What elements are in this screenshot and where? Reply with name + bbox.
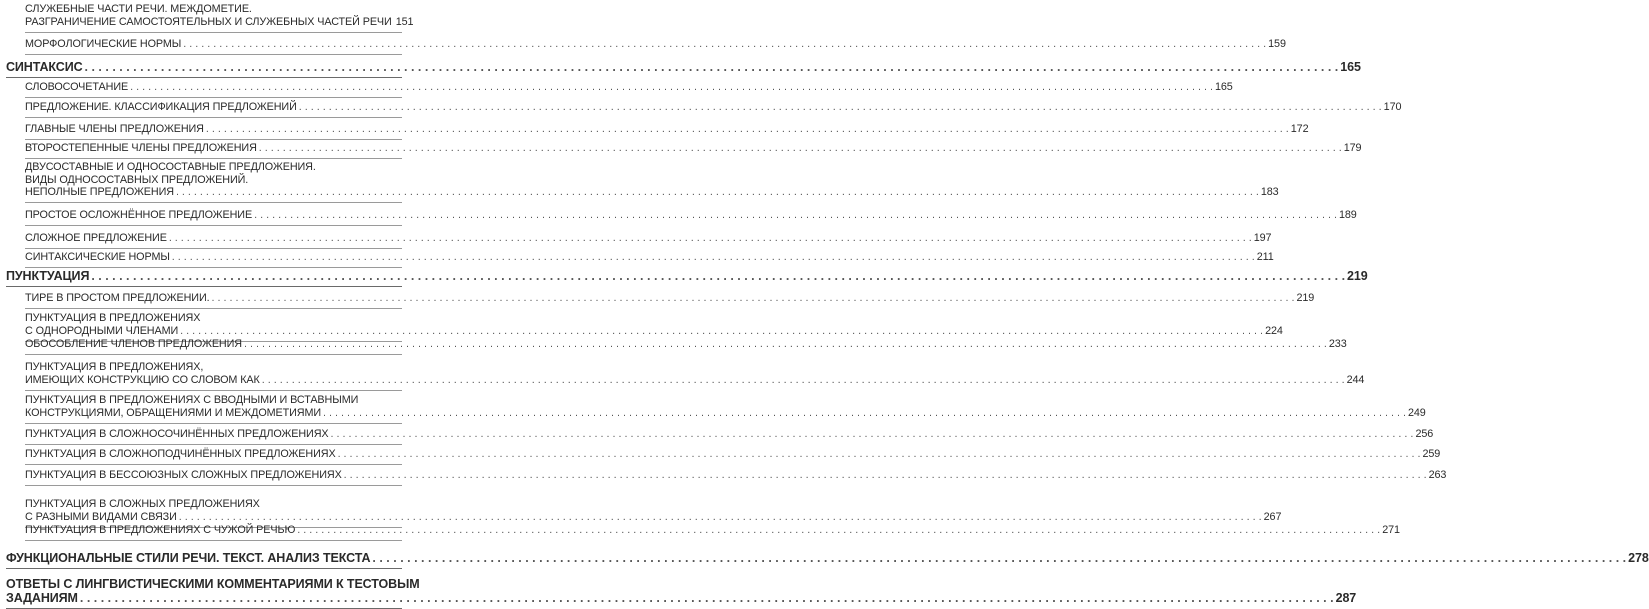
dot-leader bbox=[169, 231, 1252, 245]
toc-entry-line bbox=[25, 250, 1274, 264]
toc-entry-line bbox=[25, 208, 1357, 222]
toc-entry-title: ПУНКТУАЦИЯ bbox=[6, 269, 90, 283]
toc-page-number: 267 bbox=[1263, 510, 1282, 523]
toc-entry-title: ОТВЕТЫ С ЛИНГВИСТИЧЕСКИМИ КОММЕНТАРИЯМИ К ТЕСТОВЫМ bbox=[6, 577, 420, 591]
toc-entry-title: СЛОЖНОЕ ПРЕДЛОЖЕНИЕ bbox=[25, 232, 167, 244]
toc-page-number: 259 bbox=[1422, 448, 1441, 460]
toc-entry-title: РАЗГРАНИЧЕНИЕ САМОСТОЯТЕЛЬНЫХ И СЛУЖЕБНЫХ ЧАСТЕЙ РЕЧИ bbox=[25, 15, 392, 28]
dot-leader bbox=[262, 373, 1345, 387]
dot-leader bbox=[331, 427, 1414, 441]
divider bbox=[25, 423, 402, 424]
dot-leader bbox=[172, 250, 1255, 264]
dot-leader bbox=[179, 510, 1262, 524]
divider bbox=[25, 202, 402, 203]
toc-entry-line bbox=[25, 373, 1365, 387]
divider bbox=[25, 32, 402, 33]
toc-page-number: 179 bbox=[1343, 142, 1362, 154]
dot-leader bbox=[244, 337, 1327, 351]
dot-leader bbox=[80, 590, 1334, 606]
toc-page-number: 170 bbox=[1383, 101, 1402, 113]
toc-entry-title: С РАЗНЫМИ ВИДАМИ СВЯЗИ bbox=[25, 510, 177, 523]
toc-entry-title: ТИРЕ В ПРОСТОМ ПРЕДЛОЖЕНИИ. bbox=[25, 292, 210, 304]
toc-entry-title: СЛОВОСОЧЕТАНИЕ bbox=[25, 81, 129, 93]
dot-leader bbox=[130, 80, 1213, 94]
dot-leader bbox=[85, 59, 1339, 75]
toc-entry-line bbox=[6, 590, 1357, 606]
toc-page-number: 172 bbox=[1290, 123, 1309, 135]
toc-entry-line bbox=[25, 141, 1362, 155]
dot-leader bbox=[254, 208, 1337, 222]
divider bbox=[25, 354, 402, 355]
divider bbox=[25, 540, 402, 541]
toc-entry-title: ГЛАВНЫЕ ЧЛЕНЫ ПРЕДЛОЖЕНИЯ bbox=[25, 123, 204, 135]
toc-entry-line bbox=[6, 268, 1368, 284]
toc-entry-title: С ОДНОРОДНЫМИ ЧЛЕНАМИ bbox=[25, 324, 179, 337]
toc-entry-title: ПРОСТОЕ ОСЛОЖНЁННОЕ ПРЕДЛОЖЕНИЕ bbox=[25, 209, 253, 221]
toc-entry-line bbox=[25, 122, 1309, 136]
toc-entry-line bbox=[25, 80, 1233, 94]
toc-entry-title: ИМЕЮЩИХ КОНСТРУКЦИЮ СО СЛОВОМ КАК bbox=[25, 373, 260, 386]
toc-entry-title: ВТОРОСТЕПЕННЫЕ ЧЛЕНЫ ПРЕДЛОЖЕНИЯ bbox=[25, 142, 257, 154]
toc-page-number: 263 bbox=[1428, 469, 1447, 481]
toc-entry-line bbox=[25, 468, 1447, 482]
toc-entry-title: ФУНКЦИОНАЛЬНЫЕ СТИЛИ РЕЧИ. ТЕКСТ. АНАЛИЗ ТЕКСТА bbox=[6, 551, 371, 565]
toc-entry-title: СЛУЖЕБНЫЕ ЧАСТИ РЕЧИ. МЕЖДОМЕТИЕ. bbox=[25, 3, 252, 15]
dot-leader bbox=[259, 141, 1342, 155]
toc-page-number: 287 bbox=[1335, 591, 1357, 605]
divider bbox=[25, 444, 402, 445]
toc-page-number: 165 bbox=[1215, 81, 1233, 93]
dot-leader bbox=[372, 550, 1626, 566]
toc-page-number: 244 bbox=[1346, 373, 1365, 386]
dot-leader bbox=[323, 406, 1406, 420]
toc-page-number: 165 bbox=[1340, 60, 1361, 74]
divider bbox=[25, 390, 402, 391]
toc-page-number: 151 bbox=[395, 15, 414, 28]
toc-page-number: 183 bbox=[1260, 186, 1279, 198]
toc-entry-title: ВИДЫ ОДНОСОСТАВНЫХ ПРЕДЛОЖЕНИЙ. bbox=[25, 173, 249, 186]
toc-entry-line bbox=[25, 324, 1283, 338]
toc-entry-line bbox=[25, 100, 1402, 114]
toc-entry-title: МОРФОЛОГИЧЕСКИЕ НОРМЫ bbox=[25, 38, 182, 50]
toc-entry-title: ПРЕДЛОЖЕНИЕ. КЛАССИФИКАЦИЯ ПРЕДЛОЖЕНИЙ bbox=[25, 101, 297, 113]
toc-entry-title: ОБОСОБЛЕНИЕ ЧЛЕНОВ ПРЕДЛОЖЕНИЯ bbox=[25, 338, 242, 350]
toc-entry-line bbox=[6, 59, 1361, 75]
toc-entry-title: ПУНКТУАЦИЯ В ПРЕДЛОЖЕНИЯХ С ЧУЖОЙ РЕЧЬЮ bbox=[25, 524, 296, 536]
divider bbox=[25, 464, 402, 465]
dot-leader bbox=[183, 37, 1266, 51]
toc-page-number: 278 bbox=[1628, 551, 1649, 565]
dot-leader bbox=[206, 122, 1289, 136]
toc-entry-line bbox=[25, 406, 1426, 420]
toc-entry-title: ПУНКТУАЦИЯ В СЛОЖНОСОЧИНЁННЫХ ПРЕДЛОЖЕНИЯХ bbox=[25, 428, 329, 440]
divider bbox=[6, 286, 402, 287]
dot-leader bbox=[297, 523, 1380, 537]
toc-page-number: 159 bbox=[1268, 38, 1286, 50]
dot-leader bbox=[299, 100, 1382, 114]
toc-entry-title: ПУНКТУАЦИЯ В БЕССОЮЗНЫХ СЛОЖНЫХ ПРЕДЛОЖЕНИЯХ bbox=[25, 469, 342, 481]
toc-page-number: 224 bbox=[1265, 324, 1283, 337]
dot-leader bbox=[344, 468, 1427, 482]
toc-entry-title: ЗАДАНИЯМ bbox=[6, 591, 78, 605]
toc-entry-title: НЕПОЛНЫЕ ПРЕДЛОЖЕНИЯ bbox=[25, 186, 174, 198]
toc-page-number: 211 bbox=[1256, 251, 1274, 263]
divider bbox=[25, 54, 402, 55]
divider bbox=[25, 308, 402, 309]
toc-entry-title: СИНТАКСИЧЕСКИЕ НОРМЫ bbox=[25, 251, 170, 263]
toc-page-number: 197 bbox=[1253, 232, 1272, 244]
toc-entry-line bbox=[25, 15, 414, 29]
toc-entry-title: ПУНКТУАЦИЯ В ПРЕДЛОЖЕНИЯХ bbox=[25, 312, 201, 324]
toc-page-number: 271 bbox=[1382, 524, 1400, 536]
toc-page-number: 249 bbox=[1407, 406, 1426, 419]
toc-entry-line bbox=[25, 185, 1279, 199]
toc-page-number: 233 bbox=[1328, 338, 1347, 350]
divider bbox=[25, 485, 402, 486]
toc-entry-line bbox=[6, 550, 1649, 566]
divider bbox=[25, 158, 402, 159]
divider bbox=[6, 568, 402, 569]
toc-entry-line bbox=[25, 427, 1434, 441]
toc-entry-line bbox=[25, 291, 1315, 305]
dot-leader bbox=[176, 185, 1259, 199]
toc-page-number: 189 bbox=[1338, 209, 1357, 221]
divider bbox=[25, 139, 402, 140]
toc-entry-line bbox=[25, 337, 1347, 351]
toc-entry-line bbox=[25, 523, 1400, 537]
toc-page-number: 256 bbox=[1415, 428, 1434, 440]
dot-leader bbox=[338, 447, 1421, 461]
toc-page-number: 219 bbox=[1296, 292, 1315, 304]
divider bbox=[6, 77, 402, 78]
toc-entry-title: ПУНКТУАЦИЯ В СЛОЖНЫХ ПРЕДЛОЖЕНИЯХ bbox=[25, 498, 260, 510]
toc-entry-line bbox=[25, 447, 1441, 461]
toc-page-number: 219 bbox=[1347, 269, 1368, 283]
toc-entry-title: КОНСТРУКЦИЯМИ, ОБРАЩЕНИЯМИ И МЕЖДОМЕТИЯМИ bbox=[25, 406, 322, 419]
divider bbox=[25, 248, 402, 249]
dot-leader bbox=[212, 291, 1295, 305]
dot-leader bbox=[91, 268, 1345, 284]
toc-entry-title: ДВУСОСТАВНЫЕ И ОДНОСОСТАВНЫЕ ПРЕДЛОЖЕНИЯ. bbox=[25, 161, 316, 173]
toc-entry-line bbox=[25, 510, 1282, 524]
toc-entry-line bbox=[25, 37, 1286, 51]
toc-entry-title: ПУНКТУАЦИЯ В ПРЕДЛОЖЕНИЯХ, bbox=[25, 361, 204, 373]
toc-entry-title: СИНТАКСИС bbox=[6, 60, 83, 74]
toc-entry-title: ПУНКТУАЦИЯ В СЛОЖНОПОДЧИНЁННЫХ ПРЕДЛОЖЕНИЯХ bbox=[25, 448, 336, 460]
toc-entry-title: ПУНКТУАЦИЯ В ПРЕДЛОЖЕНИЯХ С ВВОДНЫМИ И ВСТАВНЫМИ bbox=[25, 394, 359, 406]
divider bbox=[25, 117, 402, 118]
divider bbox=[25, 225, 402, 226]
divider bbox=[25, 97, 402, 98]
dot-leader bbox=[180, 324, 1263, 338]
toc-entry-line bbox=[25, 231, 1272, 245]
